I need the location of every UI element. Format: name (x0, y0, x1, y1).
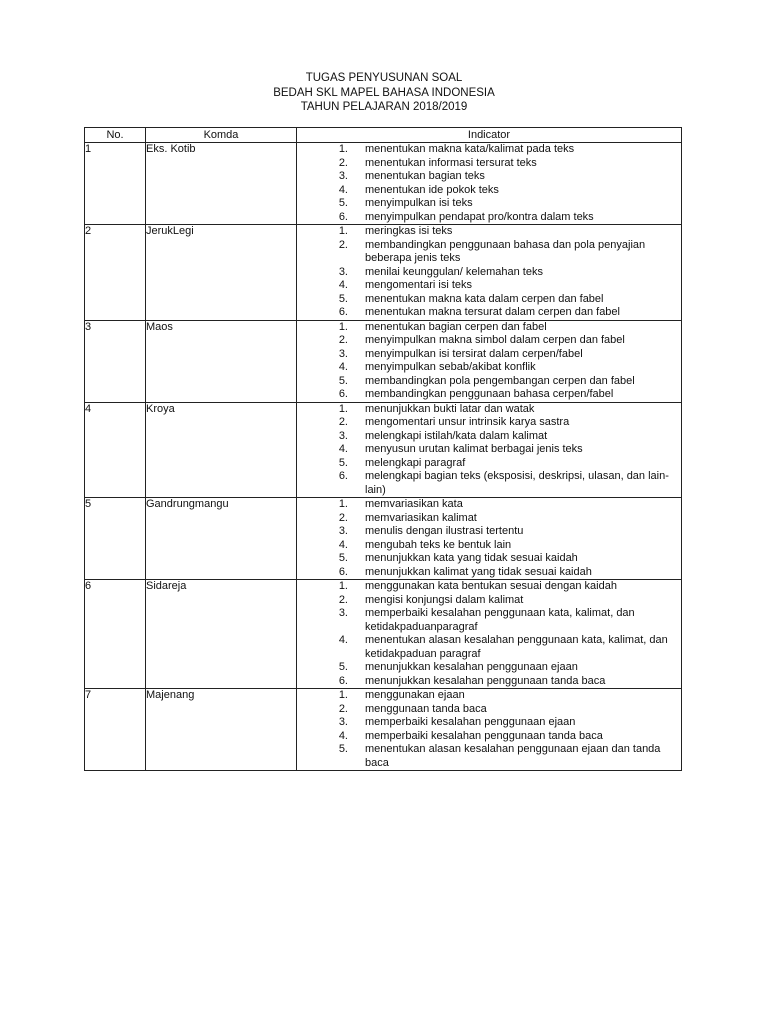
indicator-number: 3. (338, 607, 348, 619)
indicator-number: 1. (338, 320, 348, 333)
indicator-number: 2. (338, 702, 348, 715)
indicator-text: menulis dengan ilustrasi tertentu (365, 525, 524, 537)
indicator-number: 5. (338, 552, 348, 564)
table-row (85, 402, 682, 498)
list-item (297, 539, 681, 553)
list-item (297, 416, 681, 430)
komda-name: Gandrungmangu (146, 498, 297, 580)
indicator-text: mengomentari unsur intrinsik karya sastra (365, 416, 570, 428)
indicator-text: menentukan bagian teks (365, 170, 485, 182)
list-item (297, 470, 681, 497)
indicator-cell (297, 689, 682, 771)
indicator-text: mengomentari isi teks (365, 279, 472, 291)
komda-name: Sidareja (146, 580, 297, 689)
indicator-number: 2. (338, 511, 348, 524)
indicator-number: 2. (338, 593, 348, 606)
indicator-text: membandingkan pola pengembangan cerpen dan fabel (365, 374, 635, 387)
indicator-number: 3. (338, 429, 348, 442)
indicator-text: menentukan makna kata/kalimat pada teks (365, 143, 575, 155)
indicator-text: membandingkan penggunaan bahasa dan pola penyajian beberapa jenis teks (365, 238, 646, 264)
indicator-number: 2. (338, 238, 348, 251)
komda-name: Maos (146, 320, 297, 402)
table-row (85, 143, 682, 225)
indicator-list (297, 143, 681, 224)
table-row (85, 498, 682, 580)
list-item (297, 170, 681, 184)
list-item (297, 675, 681, 689)
indicator-number: 5. (338, 292, 348, 305)
list-item (297, 594, 681, 608)
header-no: No. (85, 128, 146, 143)
indicator-number: 6. (338, 470, 348, 482)
list-item (297, 730, 681, 744)
indicator-cell (297, 320, 682, 402)
indicator-text: menentukan informasi tersurat teks (365, 156, 537, 169)
indicator-number: 3. (338, 525, 348, 537)
indicator-table (84, 127, 682, 771)
list-item (297, 661, 681, 675)
row-number: 7 (85, 689, 146, 771)
indicator-cell (297, 143, 682, 225)
list-item (297, 703, 681, 717)
list-item (297, 197, 681, 211)
indicator-text: menunjukkan kalimat yang tidak sesuai kaidah (365, 565, 592, 578)
indicator-number: 1. (338, 402, 348, 415)
list-item (297, 293, 681, 307)
indicator-text: menunjukkan kesalahan penggunaan ejaan (365, 661, 578, 673)
indicator-number: 6. (338, 674, 348, 687)
indicator-list (297, 403, 681, 498)
indicator-number: 5. (338, 197, 348, 209)
indicator-number: 6. (338, 388, 348, 400)
table-row (85, 689, 682, 771)
heading-line-2: BEDAH SKL MAPEL BAHASA INDONESIA (273, 86, 495, 99)
indicator-text: meringkas isi teks (365, 225, 453, 237)
indicator-number: 1. (338, 689, 348, 701)
indicator-number: 4. (338, 361, 348, 373)
list-item (297, 512, 681, 526)
list-item (297, 525, 681, 539)
indicator-number: 4. (338, 538, 348, 551)
table-body (85, 143, 682, 771)
table-row (85, 320, 682, 402)
row-number: 1 (85, 143, 146, 225)
list-item (297, 580, 681, 594)
indicator-number: 2. (338, 334, 348, 346)
indicator-text: menentukan makna tersurat dalam cerpen dan fabel (365, 306, 620, 318)
list-item (297, 443, 681, 457)
indicator-number: 4. (338, 183, 348, 196)
heading-line-1: TUGAS PENYUSUNAN SOAL (305, 72, 463, 84)
indicator-number: 4. (338, 443, 348, 455)
indicator-number: 6. (338, 210, 348, 223)
row-number: 2 (85, 225, 146, 321)
indicator-text: menyimpulkan sebab/akibat konflik (365, 361, 536, 373)
list-item (297, 279, 681, 293)
indicator-text: membandingkan penggunaan bahasa cerpen/fabel (365, 388, 614, 400)
indicator-list (297, 498, 681, 579)
indicator-text: menentukan alasan kesalahan penggunaan kata, kalimat, dan ketidakpaduan paragraf (365, 634, 668, 660)
row-number: 5 (85, 498, 146, 580)
indicator-number: 2. (338, 156, 348, 169)
indicator-text: menyusun urutan kalimat berbagai jenis teks (365, 443, 583, 455)
indicator-number: 4. (338, 279, 348, 291)
indicator-text: memperbaiki kesalahan penggunaan tanda baca (365, 729, 603, 742)
indicator-cell (297, 498, 682, 580)
indicator-number: 6. (338, 565, 348, 578)
header-indicator: Indicator (297, 128, 682, 143)
list-item (297, 361, 681, 375)
indicator-cell (297, 580, 682, 689)
indicator-text: menilai keunggulan/ kelemahan teks (365, 265, 543, 278)
indicator-number: 6. (338, 306, 348, 318)
indicator-text: melengkapi paragraf (365, 456, 466, 469)
list-item (297, 375, 681, 389)
document-heading (84, 71, 684, 115)
list-item (297, 498, 681, 512)
list-item (297, 552, 681, 566)
table-row (85, 580, 682, 689)
indicator-number: 2. (338, 416, 348, 428)
indicator-text: memperbaiki kesalahan penggunaan kata, kalimat, dan ketidakpaduanparagraf (365, 607, 635, 633)
indicator-number: 5. (338, 743, 348, 755)
indicator-text: menyimpulkan pendapat pro/kontra dalam teks (365, 210, 594, 223)
list-item (297, 388, 681, 402)
indicator-text: menentukan ide pokok teks (365, 183, 499, 196)
indicator-text: mengisi konjungsi dalam kalimat (365, 593, 524, 606)
list-item (297, 430, 681, 444)
table-header-row (85, 128, 682, 143)
list-item (297, 743, 681, 770)
indicator-cell (297, 402, 682, 498)
list-item (297, 211, 681, 225)
indicator-text: memperbaiki kesalahan penggunaan ejaan (365, 716, 576, 728)
indicator-text: memvariasikan kalimat (365, 511, 477, 524)
header-komda: Komda (146, 128, 297, 143)
list-item (297, 566, 681, 580)
indicator-text: menyimpulkan makna simbol dalam cerpen dan fabel (365, 334, 625, 346)
list-item (297, 225, 681, 239)
list-item (297, 634, 681, 661)
indicator-text: menggunakan kata bentukan sesuai dengan kaidah (365, 580, 617, 592)
indicator-number: 4. (338, 729, 348, 742)
indicator-text: melengkapi bagian teks (eksposisi, deskripsi, ulasan, dan lain-lain) (365, 470, 669, 496)
indicator-number: 5. (338, 374, 348, 387)
list-item (297, 321, 681, 335)
list-item (297, 716, 681, 730)
list-item (297, 334, 681, 348)
indicator-text: mengubah teks ke bentuk lain (365, 538, 512, 551)
row-number: 4 (85, 402, 146, 498)
indicator-text: menggunakan ejaan (365, 689, 465, 701)
list-item (297, 266, 681, 280)
indicator-number: 5. (338, 661, 348, 673)
indicator-number: 1. (338, 498, 348, 510)
indicator-list (297, 225, 681, 320)
indicator-text: menggunaan tanda baca (365, 702, 487, 715)
indicator-number: 3. (338, 265, 348, 278)
list-item (297, 403, 681, 417)
row-number: 3 (85, 320, 146, 402)
indicator-text: menunjukkan kesalahan penggunaan tanda baca (365, 674, 606, 687)
indicator-number: 3. (338, 170, 348, 182)
indicator-text: menyimpulkan isi tersirat dalam cerpen/fabel (365, 347, 583, 360)
indicator-list (297, 689, 681, 770)
indicator-text: menunjukkan bukti latar dan watak (365, 402, 535, 415)
indicator-number: 1. (338, 225, 348, 237)
komda-name: JerukLegi (146, 225, 297, 321)
list-item (297, 239, 681, 266)
indicator-list (297, 580, 681, 688)
table-row (85, 225, 682, 321)
list-item (297, 306, 681, 320)
indicator-number: 3. (338, 716, 348, 728)
indicator-text: menyimpulkan isi teks (365, 197, 473, 209)
list-item (297, 184, 681, 198)
list-item (297, 689, 681, 703)
indicator-number: 4. (338, 634, 348, 646)
row-number: 6 (85, 580, 146, 689)
indicator-text: menentukan bagian cerpen dan fabel (365, 320, 547, 333)
komda-name: Eks. Kotib (146, 143, 297, 225)
indicator-text: menentukan alasan kesalahan penggunaan ejaan dan tanda baca (365, 743, 661, 769)
indicator-cell (297, 225, 682, 321)
indicator-number: 1. (338, 143, 348, 155)
indicator-text: melengkapi istilah/kata dalam kalimat (365, 429, 548, 442)
indicator-text: memvariasikan kata (365, 498, 463, 510)
indicator-number: 3. (338, 347, 348, 360)
heading-line-3: TAHUN PELAJARAN 2018/2019 (300, 101, 468, 113)
indicator-list (297, 321, 681, 402)
indicator-number: 5. (338, 456, 348, 469)
list-item (297, 157, 681, 171)
list-item (297, 143, 681, 157)
list-item (297, 457, 681, 471)
list-item (297, 607, 681, 634)
indicator-text: menunjukkan kata yang tidak sesuai kaidah (365, 552, 578, 564)
komda-name: Kroya (146, 402, 297, 498)
list-item (297, 348, 681, 362)
indicator-number: 1. (338, 580, 348, 592)
indicator-text: menentukan makna kata dalam cerpen dan fabel (365, 292, 604, 305)
komda-name: Majenang (146, 689, 297, 771)
